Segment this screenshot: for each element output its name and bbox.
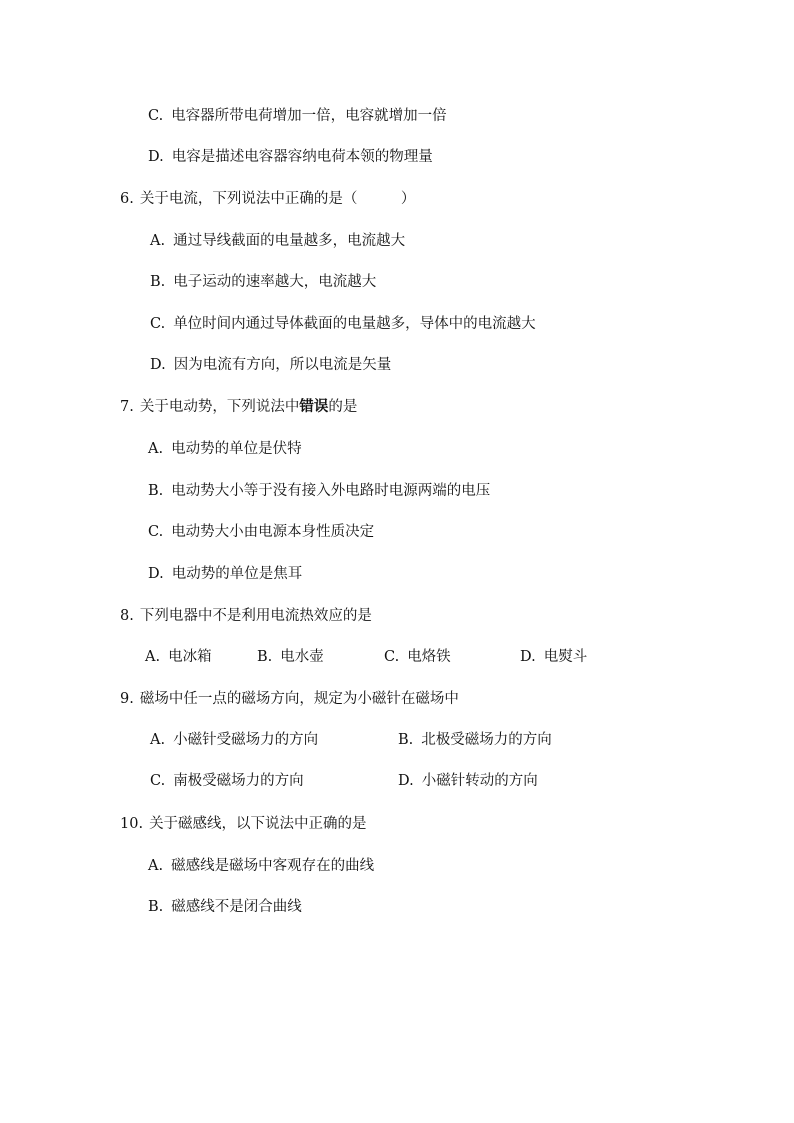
- option-text: 电动势大小由电源本身性质决定: [171, 524, 375, 540]
- q8-option-d: [520, 647, 587, 667]
- question-text: 关于电动势，下列说法中: [139, 399, 300, 415]
- option-letter: A.: [148, 858, 164, 874]
- q5-option-c: [148, 106, 447, 126]
- option-letter: B.: [148, 483, 164, 499]
- q6-option-b: [150, 272, 376, 292]
- q8-option-a: [145, 647, 212, 667]
- question-number: 10.: [120, 816, 144, 832]
- option-text: 电容器所带电荷增加一倍，电容就增加一倍: [171, 108, 447, 124]
- option-text: 单位时间内通过导体截面的电量越多，导体中的电流越大: [173, 316, 536, 332]
- q9-option-c: [150, 771, 304, 791]
- option-letter: C.: [384, 649, 400, 665]
- q5-option-d: [148, 147, 433, 167]
- q8-option-c: [384, 647, 451, 667]
- option-letter: D.: [398, 773, 414, 789]
- option-letter: A.: [145, 649, 161, 665]
- question-text-end: 的是: [328, 399, 358, 415]
- q9-option-d: [398, 771, 538, 791]
- question-number: 6.: [120, 191, 134, 207]
- option-letter: A.: [150, 233, 166, 249]
- q7-option-a: [148, 439, 302, 459]
- q6-option-c: [150, 314, 536, 334]
- question-text: 关于磁感线，以下说法中正确的是: [149, 816, 367, 832]
- option-text: 磁感线不是闭合曲线: [171, 899, 302, 915]
- question-text: 磁场中任一点的磁场方向，规定为小磁针在磁场中: [139, 691, 459, 707]
- option-text: 北极受磁场力的方向: [421, 732, 552, 748]
- option-letter: B.: [150, 274, 166, 290]
- option-letter: C.: [150, 316, 166, 332]
- question-number: 8.: [120, 608, 134, 624]
- option-text: 磁感线是磁场中客观存在的曲线: [171, 858, 375, 874]
- q10-option-a: [148, 856, 374, 876]
- q10-stem: [120, 814, 367, 834]
- option-letter: B.: [398, 732, 414, 748]
- q6-option-d: [150, 355, 391, 375]
- option-text: 电容是描述电容器容纳电荷本领的物理量: [171, 149, 433, 165]
- option-letter: A.: [148, 441, 164, 457]
- question-number: 7.: [120, 399, 134, 415]
- question-text: 关于电流，下列说法中正确的是（ ）: [139, 191, 416, 207]
- option-letter: D.: [148, 149, 164, 165]
- question-emphasis: 错误: [299, 398, 329, 415]
- question-number: 9.: [120, 691, 134, 707]
- option-letter: B.: [148, 899, 164, 915]
- option-text: 通过导线截面的电量越多，电流越大: [173, 233, 406, 249]
- option-letter: D.: [520, 649, 536, 665]
- option-letter: A.: [150, 732, 166, 748]
- q9-option-a: [150, 730, 318, 750]
- option-letter: C.: [150, 773, 166, 789]
- option-text: 电动势的单位是伏特: [171, 441, 302, 457]
- option-text: 因为电流有方向，所以电流是矢量: [173, 357, 392, 373]
- option-text: 电水壶: [280, 649, 324, 665]
- option-letter: C.: [148, 108, 164, 124]
- option-text: 电动势的单位是焦耳: [171, 566, 303, 582]
- option-text: 小磁针受磁场力的方向: [173, 732, 319, 748]
- option-letter: B.: [257, 649, 273, 665]
- option-text: 电动势大小等于没有接入外电路时电源两端的电压: [171, 483, 491, 499]
- q7-option-d: [148, 564, 302, 584]
- option-letter: C.: [148, 524, 164, 540]
- q6-option-a: [150, 231, 405, 251]
- q7-option-b: [148, 481, 490, 501]
- option-letter: D.: [150, 357, 166, 373]
- option-text: 电烙铁: [407, 649, 451, 665]
- q9-option-b: [398, 730, 552, 750]
- q8-stem: [120, 606, 372, 626]
- q8-option-b: [257, 647, 324, 667]
- q7-option-c: [148, 522, 374, 542]
- option-letter: D.: [148, 566, 164, 582]
- q6-stem: [120, 189, 415, 209]
- q9-stem: [120, 689, 459, 709]
- question-text: 下列电器中不是利用电流热效应的是: [139, 608, 372, 624]
- option-text: 电熨斗: [543, 649, 588, 665]
- option-text: 小磁针转动的方向: [421, 773, 538, 789]
- q10-option-b: [148, 897, 302, 917]
- option-text: 南极受磁场力的方向: [173, 773, 304, 789]
- option-text: 电子运动的速率越大，电流越大: [173, 274, 377, 290]
- option-text: 电冰箱: [168, 649, 212, 665]
- q7-stem: [120, 397, 357, 417]
